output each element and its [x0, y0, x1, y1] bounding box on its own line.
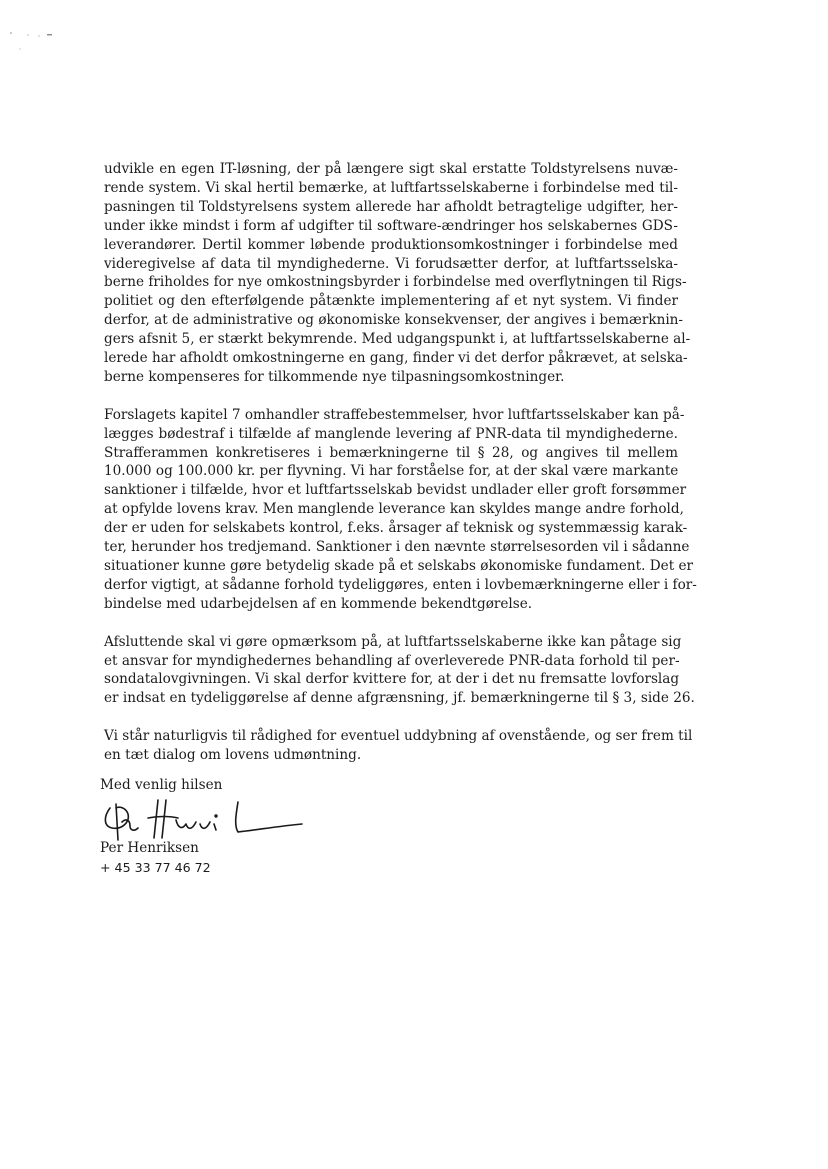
- text-line: sanktioner i tilfælde, hvor et luftfartsselskab bevidst undlader eller groft forsømmer: [104, 482, 687, 499]
- text-line: under ikke mindst i form af udgifter til software-ændringer hos selskabernes GDS-: [104, 217, 678, 234]
- text-line: politiet og den efterfølgende påtænkte implementering af et nyt system. Vi finder: [104, 293, 678, 310]
- text-line: sondatalovgivningen. Vi skal derfor kvittere for, at der i det nu fremsatte lovforslag: [104, 671, 680, 688]
- text-line: Afsluttende skal vi gøre opmærksom på, at luftfartsselskaberne ikke kan påtage sig: [104, 633, 682, 650]
- text-line: berne kompenseres for tilkommende nye tilpasningsomkostninger.: [104, 368, 565, 385]
- sender-contact: [100, 839, 211, 877]
- text-line: berne friholdes for nye omkostningsbyrder i forbindelse med overflytningen til Rigs-: [104, 274, 687, 291]
- scan-specks: [0, 0, 80, 60]
- paragraph-dialogue: [104, 727, 693, 765]
- text-line: Strafferammen konkretiseres i bemærkningerne til § 28, og angives til mellem: [104, 444, 678, 461]
- text-line: gers afsnit 5, er stærkt bekymrende. Med udgangspunkt i, at luftfartsselskaberne al-: [104, 331, 691, 348]
- text-line: et ansvar for myndighedernes behandling af overleverede PNR-data forhold til per-: [104, 652, 680, 669]
- paragraph-data-protection: [104, 633, 695, 709]
- text-line: lerede har afholdt omkostningerne en gang, finder vi det derfor påkrævet, at selska-: [104, 350, 688, 367]
- paragraph-penalties: [104, 406, 697, 614]
- sender-phone: + 45 33 77 46 72: [100, 860, 211, 875]
- text-line: derfor, at de administrative og økonomiske konsekvenser, der angives i bemærknin-: [104, 312, 684, 329]
- text-line: derfor vigtigt, at sådanne forhold tydeliggøres, enten i lovbemærkningerne eller i for-: [104, 576, 697, 593]
- text-line: er indsat en tydeliggørelse af denne afgrænsning, jf. bemærkningerne til § 3, side 26.: [104, 690, 695, 707]
- paragraph-it-costs: [104, 160, 691, 387]
- text-line: 10.000 og 100.000 kr. per flyvning. Vi har forståelse for, at der skal være markante: [104, 463, 679, 480]
- text-line: Forslagets kapitel 7 omhandler straffebestemmelser, hvor luftfartsselskaber kan på-: [104, 406, 685, 423]
- handwritten-signature: [96, 794, 306, 842]
- text-line: videregivelse af data til myndighederne. Vi forudsætter derfor, at luftfartsselska-: [104, 255, 678, 272]
- text-line: rende system. Vi skal hertil bemærke, at luftfartsselskaberne i forbindelse med til-: [104, 179, 678, 196]
- text-line: en tæt dialog om lovens udmøntning.: [104, 747, 362, 764]
- letter-body: [104, 160, 697, 784]
- text-line: lægges bødestraf i tilfælde af manglende levering af PNR-data til myndighederne.: [104, 425, 678, 442]
- text-line: udvikle en egen IT-løsning, der på længere sigt skal erstatte Toldstyrelsens nuvæ-: [104, 161, 678, 177]
- text-line: Vi står naturligvis til rådighed for eventuel uddybning af ovenstående, og ser frem til: [104, 728, 693, 745]
- text-line: der er uden for selskabets kontrol, f.eks. årsager af teknisk og systemmæssig karak-: [104, 520, 688, 537]
- sender-name: Per Henriksen: [100, 840, 199, 856]
- text-line: bindelse med udarbejdelsen af en kommende bekendtgørelse.: [104, 595, 533, 612]
- text-line: situationer kunne gøre betydelig skade på et selskabs økonomiske fundament. Det er: [104, 558, 694, 575]
- closing-greeting: Med venlig hilsen: [100, 777, 223, 793]
- text-line: at opfylde lovens krav. Men manglende leverance kan skyldes mange andre forhold,: [104, 501, 684, 518]
- text-line: leverandører. Dertil kommer løbende produktionsomkostninger i forbindelse med: [104, 236, 678, 253]
- text-line: pasningen til Toldstyrelsens system allerede har afholdt betragtelige udgifter, her-: [104, 198, 678, 215]
- text-line: ter, herunder hos tredjemand. Sanktioner i den nævnte størrelsesorden vil i sådanne: [104, 539, 690, 556]
